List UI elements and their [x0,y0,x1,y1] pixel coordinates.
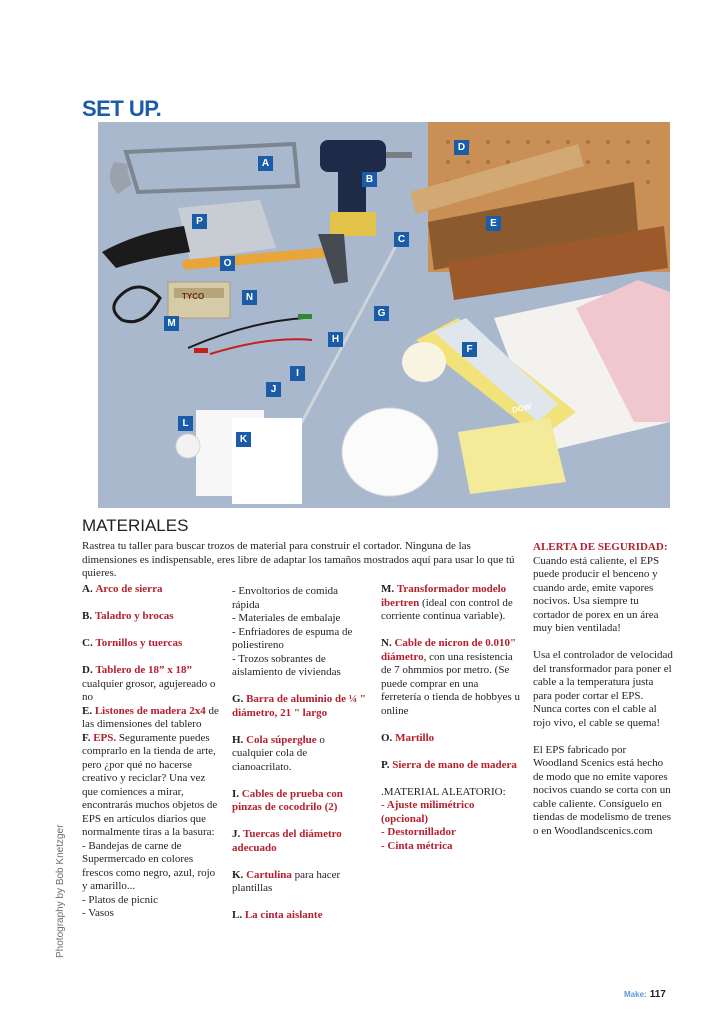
safety-paragraph: El EPS fabricado por Woodland Scenics está hecho de modo que no emite vapores nocivos cuando se corta con un cable caliente. Consíguelo en tiendas de modelismo de trenes o en Woodlandscenics.com [533,743,672,837]
item-h-name: Cola súperglue [246,733,317,746]
photo-tag-b: B [362,172,377,187]
eps-list-item: - Materiales de embalaje [232,612,341,624]
safety-paragraph: Usa el controlador de velocidad del transformador para poner el cable a la temperatura justa para poder cortar el EPS. Nunca cortes con el cable al rojo vivo, el cable se quema! [533,649,673,729]
item-g-name: Barra de aluminio de ¼ " diámetro, 21 " largo [232,693,366,719]
photo-credit: Photography by Bob Knetzger [55,824,66,958]
photo-tag-a: A [258,156,273,171]
item-h-text: o cualquier cola de cianoacrilato. [232,733,325,773]
item-n-name: Cable de nicron de 0.010" diámetro [381,637,517,663]
photo-tag-k: K [236,432,251,447]
optional-item: - Destornillador [381,826,456,838]
item-i: I. Cables de prueba con pinzas de cocodrilo (2) [232,787,343,813]
photo-tag-p: P [192,214,207,229]
dow-logo: DOW [511,402,533,415]
photo-tag-g: G [374,306,389,321]
item-k-text: para hacer plantillas [232,868,341,894]
safety-sidebar [533,541,673,838]
photo-tag-e: E [486,216,501,231]
intro-paragraph: Rastrea tu taller para buscar trozos de material para construir el cortador. Ninguna de las dimensiones es indispensable, eres libre de adaptar los tamaños mostrados aquí para usar lo que tú quieres. [82,540,515,579]
item-l: L. La cinta aislante [232,909,323,921]
item-n: N. Cable de nicron de 0.010" diámetro, con una resistencia de 7 ohmmios por metro. (Se puede comprar en una ferretería o tienda de hobbyes u online [381,637,520,717]
materiales-heading: MATERIALES [82,516,189,535]
optional-heading: .MATERIAL ALEATORIO: [381,785,506,798]
item-m-text: (ideal con control de corriente continua variable). [381,596,513,622]
eps-list-item: - Trozos sobrantes de aislamiento de viviendas [232,652,341,678]
materials-column-3 [381,583,521,853]
photo-tag-d: D [454,140,469,155]
item-f: F. EPS. Seguramente puedes comprarlo en la tienda de arte, pero ¿por qué no hacerse creativo y reciclar? Una vez que comiences a mirar, encontrarás muchos objetos de EPS en artículos diarios que normalmente tiras a la basura: [82,731,218,838]
eps-list-item: - Envoltorios de comida rápida [232,585,339,611]
optional-item: - Ajuste milimétrico (opcional) [381,799,475,825]
eps-list-item: - Enfriadores de espuma de poliestireno [232,625,353,651]
tyco-logo: TYCO [182,292,205,301]
item-e-name: Listones de madera 2x4 [94,704,206,717]
item-o: O. Martillo [381,731,435,744]
section-title: SET UP. [82,96,162,121]
page-footer [624,984,666,1002]
item-d-name: Tablero de 18” x 18” [95,664,193,676]
item-e-text: de las dimensiones del tablero [82,704,219,730]
safety-alert-title: ALERTA DE SEGURIDAD: [533,541,668,553]
materials-column-2 [232,585,368,923]
item-n-text: , con una resistencia de 7 ohmmios por metro. (Se puede comprar en una ferretería o tienda de hobbyes u online [381,650,520,717]
item-a: A. Arco de sierra [82,583,163,595]
photo-tag-o: O [220,256,235,271]
item-j-name: Tuercas del diámetro adecuado [232,828,342,854]
photo-tag-n: N [242,290,257,305]
item-p-name: Sierra de mano de madera [392,758,517,771]
photo-tag-h: H [328,332,343,347]
item-j: J. Tuercas del diámetro adecuado [232,828,342,854]
materials-photo [98,122,670,508]
magazine-name: Make: [624,990,647,999]
safety-paragraph: Cuando está caliente, el EPS puede producir el benceno y cuando arde, emite vapores nocivos. Usa siempre tu cortador de porex en un área muy bien ventilada! [533,554,660,634]
photo-tag-i: I [290,366,305,381]
optional-item: - Cinta métrica [381,839,453,852]
photo-tag-m: M [164,316,179,331]
item-m: M. Transformador modelo ibertren (ideal con control de corriente continua variable). [381,583,513,622]
materials-column-1 [82,583,222,921]
item-m-name: Transformador modelo ibertren [381,583,507,609]
eps-list-item: - Vasos [82,907,114,919]
item-b-name: Taladro y brocas [94,610,174,622]
item-d-text: cualquier grosor, agujereado o no [82,677,216,703]
item-a-name: Arco de sierra [95,583,163,595]
page-number: 117 [649,989,666,1000]
item-b: B. Taladro y brocas [82,610,174,622]
item-d: D. Tablero de 18” x 18” cualquier grosor, agujereado o no [82,664,216,703]
item-p: P. Sierra de mano de madera [381,758,517,771]
eps-list-item: - Bandejas de carne de Supermercado en colores frescos como negro, azul, rojo y amarillo... [82,839,216,892]
item-e: E. Listones de madera 2x4 de las dimensiones del tablero [82,704,219,730]
item-f-text: Seguramente puedes comprarlo en la tienda de arte, pero ¿por qué no hacerse creativo y reciclar? Una vez que comiences a mirar, encontrarás muchos objetos de EPS en artículos diarios que normalmente tiras a la basura: [82,731,218,838]
eps-list-item: - Platos de picnic [82,893,159,906]
item-l-name: La cinta aislante [244,909,323,921]
photo-tag-f: F [462,342,477,357]
item-k-name: Cartulina [246,868,292,881]
item-g: G. Barra de aluminio de ¼ " diámetro, 21 " largo [232,693,366,719]
item-f-name: EPS. [93,731,117,744]
photo-tag-l: L [178,416,193,431]
item-k: K. Cartulina para hacer plantillas [232,868,341,894]
item-h: H. Cola súperglue o cualquier cola de cianoacrilato. [232,733,325,773]
item-o-name: Martillo [395,731,435,744]
item-c-name: Tornillos y tuercas [95,637,183,649]
item-i-name: Cables de prueba con pinzas de cocodrilo (2) [232,787,343,813]
photo-tag-c: C [394,232,409,247]
photo-tag-j: J [266,382,281,397]
item-c: C. Tornillos y tuercas [82,637,183,649]
